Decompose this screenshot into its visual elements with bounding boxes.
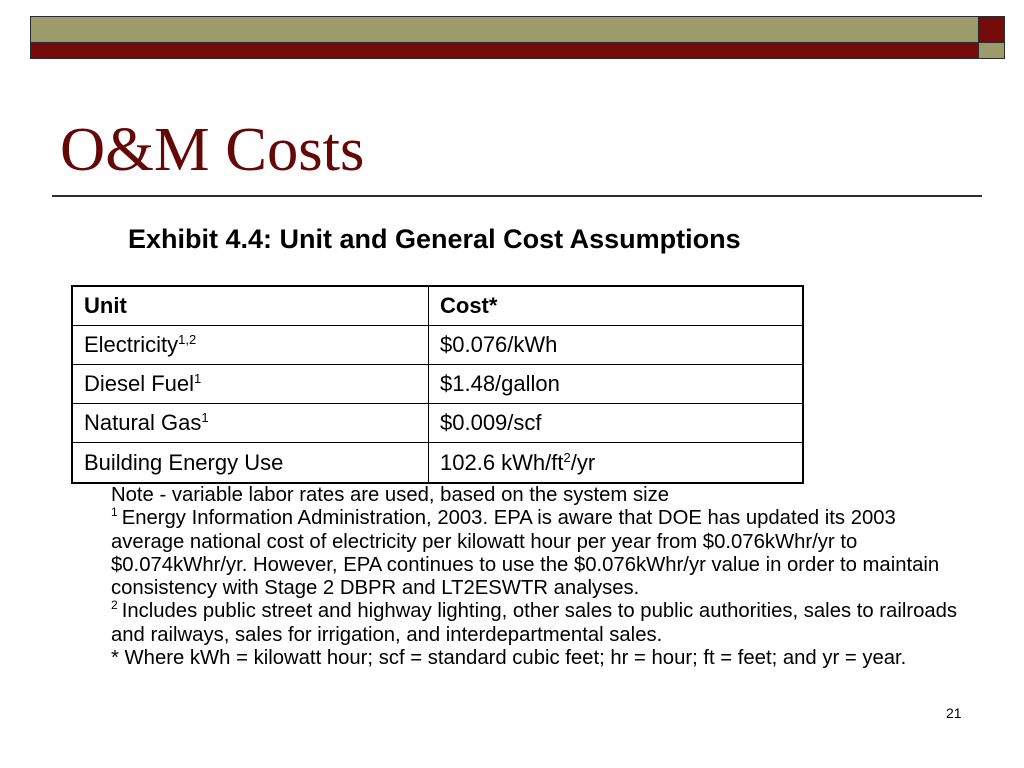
note-line <box>111 577 957 600</box>
unit-label: Building Energy Use <box>84 450 284 475</box>
cost-cell: $0.009/scf <box>429 404 802 443</box>
note-text: * Where kWh = kilowatt hour; scf = standard cubic feet; hr = hour; ft = feet; and yr = year. <box>111 647 907 670</box>
note-line <box>111 531 957 554</box>
note-line <box>111 554 957 577</box>
footnote-marker: 1 <box>111 505 118 520</box>
title-divider <box>52 195 982 197</box>
footnote-marker: 1 <box>194 371 202 386</box>
footnote-marker: 1 <box>201 410 209 425</box>
footnote-marker: 1,2 <box>178 332 197 347</box>
note-text: average national cost of electricity per kilowatt hour per year from $0.076kWhr/yr to <box>111 530 858 553</box>
cost-table <box>71 285 804 484</box>
cost-cell: $1.48/gallon <box>429 365 802 404</box>
cost-value: 102.6 kWh/ft <box>440 450 564 475</box>
table-notes <box>111 484 957 670</box>
note-line <box>111 484 957 507</box>
exhibit-caption: Exhibit 4.4: Unit and General Cost Assumptions <box>128 224 741 254</box>
cost-unit-suffix: /yr <box>570 450 596 475</box>
unit-cell <box>73 404 429 443</box>
note-line <box>111 600 957 623</box>
slide-title: O&M Costs <box>60 114 365 184</box>
footnote-marker: 2 <box>111 598 118 613</box>
cost-cell <box>429 443 802 482</box>
header-band-maroon <box>30 42 979 59</box>
cost-cell: $0.076/kWh <box>429 326 802 365</box>
table-header-unit: Unit <box>73 287 429 326</box>
note-text: Includes public street and highway lighting, other sales to public authorities, sales to railroads <box>121 600 958 623</box>
unit-label: Electricity <box>84 332 179 357</box>
unit-label: Diesel Fuel <box>84 371 195 396</box>
note-text: Note - variable labor rates are used, based on the system size <box>111 484 670 506</box>
note-text: consistency with Stage 2 DBPR and LT2ESWTR analyses. <box>111 577 640 600</box>
table-header-cost: Cost* <box>429 287 802 326</box>
page-number: 21 <box>946 705 962 721</box>
note-line <box>111 507 957 530</box>
header-corner-olive <box>978 42 1005 59</box>
exponent-marker: 2 <box>563 450 571 465</box>
note-text: $0.074kWhr/yr. However, EPA continues to use the $0.076kWhr/yr value in order to maintain <box>111 553 940 576</box>
header-band-olive <box>30 16 979 43</box>
unit-cell <box>73 443 429 482</box>
note-line <box>111 647 957 670</box>
unit-cell <box>73 326 429 365</box>
unit-cell <box>73 365 429 404</box>
note-text: Energy Information Administration, 2003. EPA is aware that DOE has updated its 2003 <box>121 507 896 530</box>
unit-label: Natural Gas <box>84 410 202 435</box>
note-line <box>111 624 957 647</box>
header-corner-maroon <box>978 16 1005 43</box>
note-text: and railways, sales for irrigation, and interdepartmental sales. <box>111 623 663 646</box>
